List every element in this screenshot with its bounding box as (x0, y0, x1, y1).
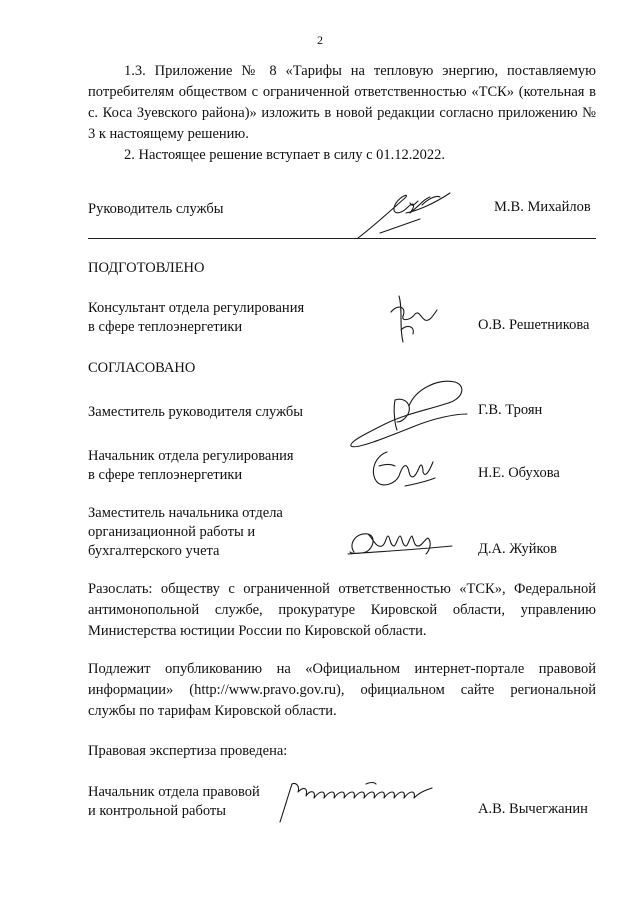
approver-3-name: Д.А. Жуйков (478, 541, 557, 557)
prepared-position-line1: Консультант отдела регулирования (88, 300, 305, 316)
head-title: Руководитель службы (88, 201, 224, 217)
paragraph-item-2: 2. Настоящее решение вступает в силу с 01.12.2022. (124, 147, 446, 163)
approver-3-position-line3: бухгалтерского учета (88, 543, 220, 559)
approver-2-name: Н.Е. Обухова (478, 465, 560, 481)
legal-review-name: А.В. Вычегжанин (478, 801, 588, 817)
approver-1-name: Г.В. Троян (478, 402, 543, 418)
prepared-handwritten-signature (385, 290, 445, 348)
prepared-heading: ПОДГОТОВЛЕНО (88, 260, 205, 276)
distribution-paragraph: Разослать: обществу с ограниченной ответственностью «ТСК», Федеральной антимонопольной службе, прокуратуре Кировской области, управлению Министерства юстиции России по Кировской области. (88, 581, 596, 639)
approver-2-position-line2: в сфере теплоэнергетики (88, 467, 243, 483)
prepared-position-line2: в сфере теплоэнергетики (88, 319, 243, 335)
approver-3-handwritten-signature (342, 522, 462, 564)
prepared-name: О.В. Решетникова (478, 317, 590, 333)
legal-review-position-line2: и контрольной работы (88, 803, 226, 819)
legal-review-position-line1: Начальник отдела правовой (88, 784, 260, 800)
approved-heading: СОГЛАСОВАНО (88, 360, 196, 376)
publication-paragraph: Подлежит опубликованию на «Официальном интернет-портале правовой информации» (http://www.pravo.gov.ru), официальном сайте региональной службы по тарифам Кировской области. (88, 661, 596, 719)
head-handwritten-signature (350, 183, 460, 243)
approver-2-handwritten-signature (365, 442, 445, 492)
legal-review-handwritten-signature (270, 776, 440, 828)
page-number: 2 (317, 33, 323, 47)
approver-2-position-line1: Начальник отдела регулирования (88, 448, 294, 464)
approver-1-position: Заместитель руководителя службы (88, 404, 304, 420)
approver-3-position-line1: Заместитель начальника отдела (88, 505, 283, 521)
head-name: М.В. Михайлов (494, 199, 591, 215)
legal-review-heading: Правовая экспертиза проведена: (88, 743, 288, 759)
approver-3-position-line2: организационной работы и (88, 524, 256, 540)
paragraph-item-1-3: 1.3. Приложение № 8 «Тарифы на тепловую энергию, поставляемую потребителям обществом с ограниченной ответственностью «ТСК» (котельная в с. Коса Зуевского района)» изложить в новой редакции согласно приложению № 3 к настоящему решению. (88, 63, 596, 142)
approver-1-handwritten-signature (345, 370, 475, 450)
signature-divider (88, 238, 596, 239)
